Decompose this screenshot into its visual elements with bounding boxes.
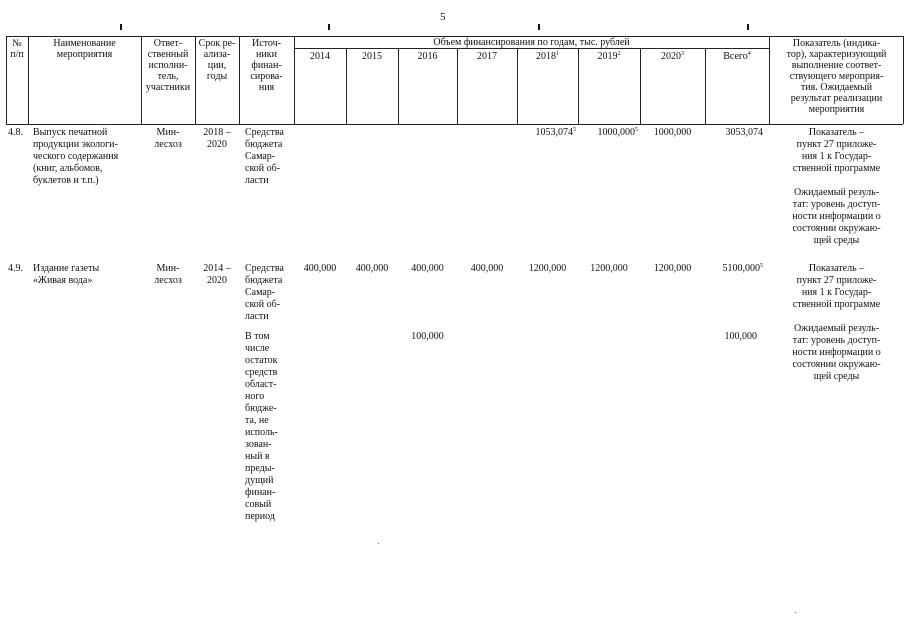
row-responsible: Мин- лесхоз <box>154 263 182 286</box>
header-year: 2014 <box>310 51 330 62</box>
header-year: 2018$^1$ <box>536 51 559 62</box>
header-term: Срок ре- ализа- ции, годы <box>198 38 236 82</box>
page-number: 5 <box>440 11 446 23</box>
row-number: 4.9. <box>8 263 23 274</box>
scan-speck <box>378 543 379 544</box>
value-2015: 400,000 <box>355 263 389 274</box>
value-total: 5100,000$^5$ <box>722 263 763 274</box>
row-term: 2018 – 2020 <box>203 127 231 150</box>
row-subsource: В том числе остаток средств област- ного бюдже- та, не исполь- зован- ный в преды- дущий финан- совый период <box>245 331 278 522</box>
value-total: 3053,074 <box>725 127 763 138</box>
header-year: 2017 <box>477 51 497 62</box>
binding-tick <box>747 24 749 30</box>
row-source: Средства бюджета Самар- ской об- ласти <box>245 127 284 186</box>
header-year: 2019$^2$ <box>597 51 621 62</box>
row-number: 4.8. <box>8 127 23 138</box>
row-term: 2014 – 2020 <box>203 263 231 286</box>
row-name: Издание газеты «Живая вода» <box>33 263 100 286</box>
value-2018: 1053,074$^5$ <box>535 127 576 138</box>
value-2019: 1200,000 <box>590 263 628 274</box>
value-2016: 400,000 <box>411 263 444 274</box>
header-year: 2020$^3$ <box>661 51 684 62</box>
row-indicator: Показатель – пункт 27 приложе- ния 1 к Государ- ственной программе <box>792 263 881 310</box>
header-total: Всего$^4$ <box>723 51 751 62</box>
row-responsible: Мин- лесхоз <box>154 127 182 150</box>
header-year: 2016 <box>417 51 438 62</box>
subvalue-2016: 100,000 <box>411 331 444 342</box>
header-name: Наименование мероприятия <box>53 38 116 60</box>
row-source: Средства бюджета Самар- ской об- ласти <box>245 263 284 322</box>
row-indicator: Показатель – пункт 27 приложе- ния 1 к Государ- ственной программе <box>792 127 881 174</box>
binding-tick <box>328 24 330 30</box>
binding-tick <box>538 24 540 30</box>
header-source: Источ- ники финан- сирова- ния <box>250 38 283 93</box>
header-responsible: Ответ- ственный исполни- тель, участники <box>145 38 191 93</box>
value-2020: 1200,000 <box>653 263 692 274</box>
header-year: 2015 <box>362 51 382 62</box>
value-2017: 400,000 <box>470 263 504 274</box>
scan-speck <box>795 612 796 613</box>
header-funding-title: Объем финансирования по годам, тыс. рублей <box>433 37 630 48</box>
row-name: Выпуск печатной продукции экологи- ческого содержания (книг, альбомов, буклетов и т.п.) <box>33 127 119 186</box>
header-no: № п/п <box>10 38 24 60</box>
value-2020: 1000,000 <box>653 127 692 138</box>
row-expected-result: Ожидаемый резуль- тат: уровень доступ- ности информации о состоянии окружаю- щей среды <box>792 323 881 382</box>
subvalue-total: 100,000 <box>724 331 757 342</box>
value-2018: 1200,000 <box>528 263 567 274</box>
row-expected-result: Ожидаемый резуль- тат: уровень доступ- ности информации о состоянии окружаю- щей среды <box>792 187 881 246</box>
header-indicator: Показатель (индика- тор), характеризующий выполнение соответ- ствующего мероприя- тия. Ожидаемый результат реализации мероприятия <box>786 38 887 115</box>
value-2014: 400,000 <box>303 263 337 274</box>
value-2019: 1000,000$^5$ <box>597 127 638 138</box>
binding-tick <box>120 24 122 30</box>
